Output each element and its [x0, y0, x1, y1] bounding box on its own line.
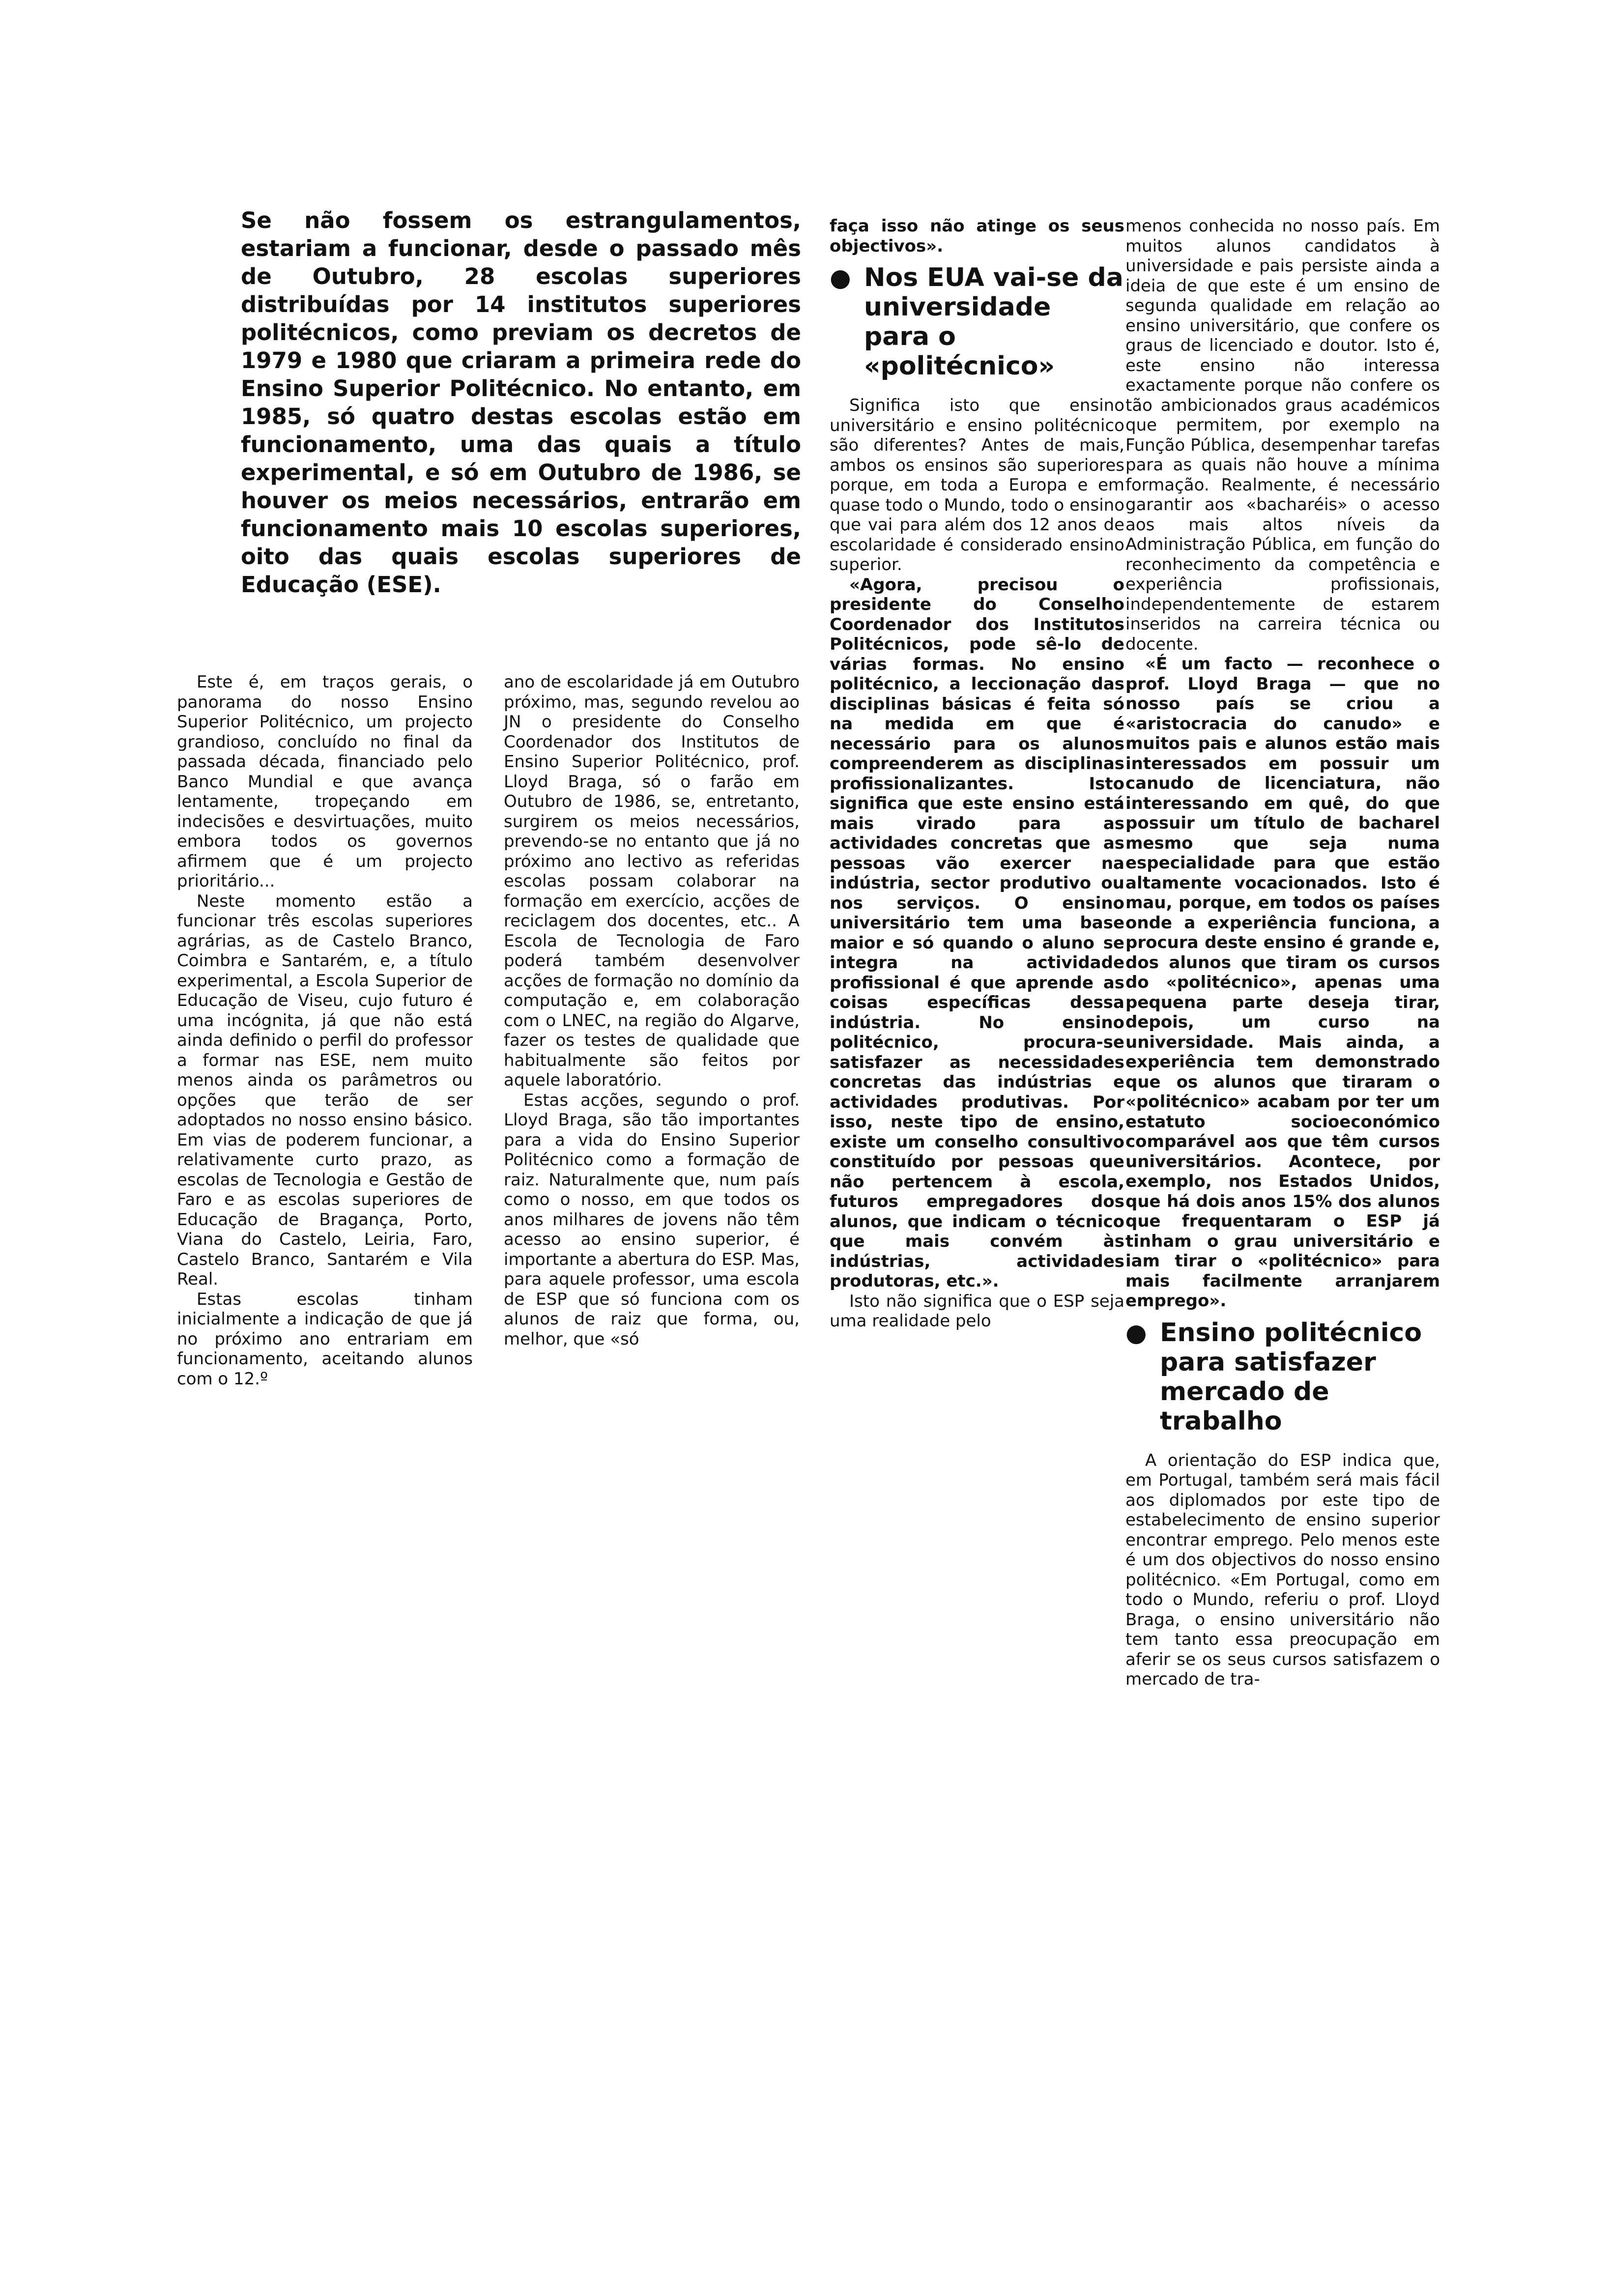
paragraph: Estas escolas tinham inicialmente a indicação de que já no próximo ano entrariam em funcionamento, aceitando alunos com o 12.º — [177, 1289, 473, 1389]
paragraph: Estas acções, segundo o prof. Lloyd Braga, são tão importantes para a vida do Ensino Superior Politécnico como a formação de raiz. Naturalmente que, num país como o nosso, em que todos os anos milhares de jovens não têm acesso ao ensino superior, é importante a abertura do ESP. Mas, para aquele professor, uma escola de ESP que só funciona com os alunos de raiz que forma, ou, melhor, que «só — [504, 1090, 800, 1349]
article-column-1 — [177, 672, 473, 1389]
paragraph: «É um facto — reconhece o prof. Lloyd Braga — que no nosso país se criou a «aristocracia do canudo» e muitos pais e alunos estão mais interessados em possuir um canudo de licenciatura, não interessando em quê, do que possuir um título de bacharel mesmo que seja numa especialidade para que estão altamente vocacionados. Isto é mau, porque, em todos os países onde a experiência funciona, a procura deste ensino é grande e, dos alunos que tiram os cursos do «politécnico», apenas uma pequena parte deseja tirar, depois, um curso na universidade. Mais ainda, a experiência tem demonstrado que os alunos que tiraram o «politécnico» acabam por ter um estatuto socioeconómico comparável aos que têm cursos universitários. Acontece, por exemplo, nos Estados Unidos, que há dois anos 15% dos alunos que frequentaram o ESP já tinham o grau universitário e iam tirar o «politécnico» para mais facilmente arranjarem emprego». — [1125, 654, 1440, 1311]
paragraph: A orientação do ESP indica que, em Portugal, também será mais fácil aos diplomados por este tipo de estabelecimento de ensino superior encontrar emprego. Pelo menos este é um dos objectivos do nosso ensino politécnico. «Em Portugal, como em todo o Mundo, referiu o prof. Lloyd Braga, o ensino universitário não tem tanto essa preocupação em aferir se os seus cursos satisfazem o mercado de tra- — [1125, 1450, 1440, 1689]
paragraph: Isto não significa que o ESP seja uma realidade pelo — [830, 1291, 1124, 1331]
paragraph: faça isso não atinge os seus objectivos». — [830, 216, 1124, 256]
subheading-text: Ensino politécnico para satisfazer mercado de trabalho — [1160, 1318, 1422, 1436]
article-column-3 — [830, 216, 1124, 1331]
subheading-labour-market — [1125, 1318, 1440, 1436]
paragraph: Neste momento estão a funcionar três escolas superiores agrárias, as de Castelo Branco, Coimbra e Santarém, e, a título experimental, a Escola Superior de Educação de Viseu, cujo futuro é uma incógnita, já que não está ainda definido o perfil do professor a formar nas ESE, nem muito menos ainda os parâmetros ou opções que terão de ser adoptados no nosso ensino básico. Em vias de poderem funcionar, a relativamente curto prazo, as escolas de Tecnologia e Gestão de Faro e as escolas superiores de Educação de Bragança, Porto, Viana do Castelo, Leiria, Faro, Castelo Branco, Santarém e Vila Real. — [177, 891, 473, 1289]
paragraph: Significa isto que ensino universitário e ensino politécnico são diferentes? Antes de mais, ambos os ensinos são superiores porque, em toda a Europa e em quase todo o Mundo, todo o ensino que vai para além dos 12 anos de escolaridade é considerado ensino superior. — [830, 396, 1124, 574]
paragraph: «Agora, precisou o presidente do Conselho Coordenador dos Institutos Politécnicos, pode sê-lo de várias formas. No ensino politécnico, a leccionação das disciplinas básicas é feita só na medida em que é necessário para os alunos compreenderem as disciplinas profissionalizantes. Isto significa que este ensino está mais virado para as actividades concretas que as pessoas vão exercer na indústria, sector produtivo ou nos serviços. O ensino universitário tem uma base maior e só quando o aluno se integra na actividade profissional é que aprende as coisas específicas dessa indústria. No ensino politécnico, procura-se satisfazer as necessidades concretas das indústrias e actividades produtivas. Por isso, neste tipo de ensino, existe um conselho consultivo constituído por pessoas que não pertencem à escola, futuros empregadores dos alunos, que indicam o técnico que mais convém às indústrias, actividades produtoras, etc.». — [830, 574, 1124, 1291]
paragraph: ano de escolaridade já em Outubro próximo, mas, segundo revelou ao JN o presidente do Conselho Coordenador dos Institutos de Ensino Superior Politécnico, prof. Lloyd Braga, só o farão em Outubro de 1986, se, entretanto, surgirem os meios necessários, prevendo-se no entanto que já no próximo ano lectivo as referidas escolas possam colaborar na formação em exercício, acções de reciclagem dos docentes, etc.. A Escola de Tecnologia de Faro poderá também desenvolver acções de formação no domínio da computação e, em colaboração com o LNEC, na região do Algarve, fazer os testes de qualidade que habitualmente são feitos por aquele laboratório. — [504, 672, 800, 1090]
subheading-usa — [830, 263, 1124, 381]
subheading-text: Nos EUA vai-se da universidade para o «politécnico» — [864, 263, 1123, 381]
paragraph: menos conhecida no nosso país. Em muitos alunos candidatos à universidade e pais persiste ainda a ideia de que este é um ensino de segunda qualidade em relação ao ensino universitário, que confere os graus de licenciado e doutor. Isto é, este ensino não interessa exactamente porque não confere os tão ambicionados graus académicos que permitem, por exemplo na Função Pública, desempenhar tarefas para as quais não houve a mínima formação. Realmente, é necessário garantir aos «bacharéis» o acesso aos mais altos níveis da Administração Pública, em função do reconhecimento da competência e experiência profissionais, independentemente de estarem inseridos na carreira técnica ou docente. — [1125, 216, 1440, 654]
bullet-icon: ● — [1125, 1318, 1147, 1347]
paragraph: Este é, em traços gerais, o panorama do nosso Ensino Superior Politécnico, um projecto grandioso, concluído no final da passada década, financiado pelo Banco Mundial e que avança lentamente, tropeçando em indecisões e desvirtuações, muito embora todos os governos afirmem que é um projecto prioritário... — [177, 672, 473, 891]
article-lede: Se não fossem os estrangulamentos, estariam a funcionar, desde o passado mês de Outubro, 28 escolas superiores distribuídas por 14 institutos superiores politécnicos, como previam os decretos de 1979 e 1980 que criaram a primeira rede do Ensino Superior Politécnico. No entanto, em 1985, só quatro destas escolas estão em funcionamento, uma das quais a título experimental, e só em Outubro de 1986, se houver os meios necessários, entrarão em funcionamento mais 10 escolas superiores, oito das quais escolas superiores de Educação (ESE). — [241, 207, 801, 598]
article-column-2 — [504, 672, 800, 1349]
article-column-4 — [1125, 216, 1440, 1690]
bullet-icon: ● — [830, 263, 851, 292]
